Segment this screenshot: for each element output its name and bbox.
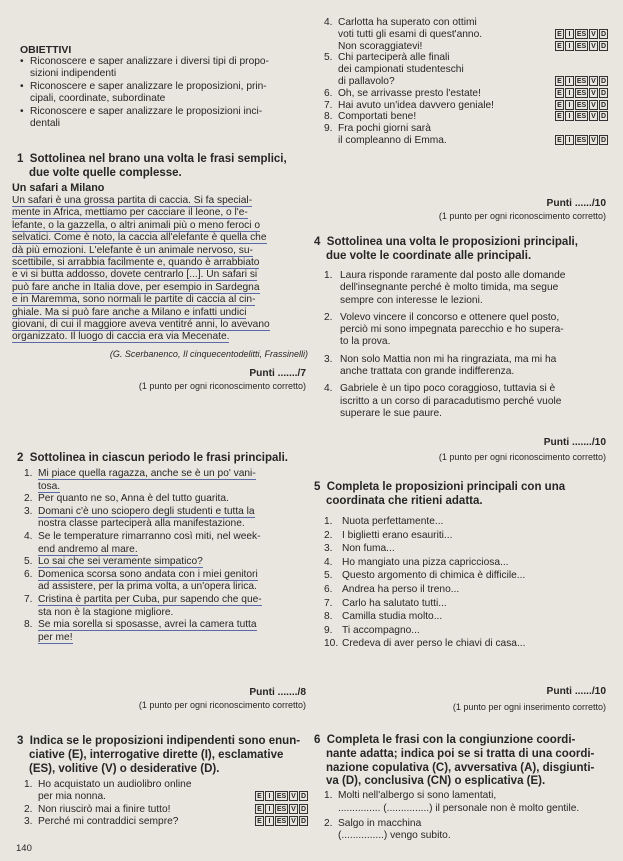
passage-line[interactable]: Un safari è una grossa partita di caccia. Si fa special- xyxy=(12,195,253,206)
objectives-title: OBIETTIVI xyxy=(20,44,72,56)
ex6-title-line1: Completa le frasi con la congiunzione coordi- xyxy=(326,734,576,746)
ex6-title-line2: nante adatta; indica poi se si tratta di una coordi- xyxy=(326,747,595,760)
answer-box-v[interactable]: V xyxy=(289,791,298,801)
answer-boxes[interactable] xyxy=(255,791,308,801)
passage xyxy=(12,195,312,344)
objectives-list xyxy=(20,56,269,131)
ex3-list-part1 xyxy=(24,779,312,829)
list-item[interactable]: 6. Domenica scorsa sono andata con i miei genitori ad assistere, per la prima volta, a un'opera lirica. xyxy=(24,568,258,593)
ex2-points: Punti ......./8 xyxy=(249,687,306,698)
list-item: 4. Carlotta ha superato con ottimi voti tutti gli esami di quest'anno. E I ES V D xyxy=(324,17,607,40)
ex1-number: 1 xyxy=(17,153,24,165)
objective-line: Riconoscere e saper analizzare le proposizioni, prin- xyxy=(30,80,267,92)
ex6-title-line4: va (D), conclusiva (CN) o esplicativa (E). xyxy=(326,775,546,788)
ex2-number: 2 xyxy=(17,452,24,464)
list-item[interactable]: 5. Questo argomento di chimica è difficile... xyxy=(324,570,526,582)
answer-box-i[interactable]: I xyxy=(565,111,574,121)
objective-item: • Riconoscere e saper analizzare le proposizioni, prin- cipali, coordinate, subordinate xyxy=(20,81,269,106)
answer-box-e[interactable]: E xyxy=(555,88,564,98)
list-item[interactable]: 1. Molti nell'albergo si sono lamentati, ............... (...............) il personale non è molto gentile. xyxy=(324,790,580,814)
answer-box-v[interactable]: V xyxy=(289,804,298,814)
ex4-list xyxy=(324,270,614,420)
passage-line[interactable]: e vi si butta addosso, dovete centrarlo [...]. Un safari si xyxy=(12,269,258,281)
answer-boxes[interactable] xyxy=(555,41,608,51)
list-item[interactable]: 2. Volevo vincere il concorso e ottenere quel posto, perciò mi sono impegnata parecchio e ho supera- to la prova. xyxy=(324,311,564,348)
answer-box-i[interactable]: I xyxy=(565,41,574,51)
answer-box-d[interactable]: D xyxy=(300,793,307,800)
list-item: 9. Fra pochi giorni sarà il compleanno di Emma. E I ES V D xyxy=(324,123,607,146)
answer-box-i[interactable]: I xyxy=(265,804,274,814)
answer-box-d[interactable]: D xyxy=(600,89,607,97)
ex5-title-line2: coordinata che ritieni adatta. xyxy=(326,494,483,507)
list-item[interactable]: 4. Se le temperature rimarranno così miti, nel week- end andremo al mare. xyxy=(24,530,261,555)
ex6-title-line3: nazione copulativa (C), avversativa (A), disgiunti- xyxy=(326,761,595,774)
answer-box-e[interactable]: E xyxy=(555,135,564,145)
ex3-title-line3: (ES), volitive (V) o desiderative (D). xyxy=(29,762,220,775)
answer-box-i[interactable]: I xyxy=(565,88,574,98)
list-item: 8. Comportati bene! E I ES V D xyxy=(324,111,607,123)
answer-box-d[interactable]: D xyxy=(300,805,307,813)
answer-box-v[interactable]: V xyxy=(589,111,598,121)
passage-line[interactable]: selvatici. Come è noto, la caccia all'elefante è quella che xyxy=(12,232,267,244)
answer-box-i[interactable]: I xyxy=(565,76,574,86)
answer-box-es[interactable]: ES xyxy=(276,793,287,800)
list-item: 5. Chi parteciperà alle finali dei campionati studenteschi di pallavolo? E I ES V D xyxy=(324,52,607,87)
passage-line[interactable]: scettibile, si arrabbia facilmente e, quando è arrabbiato xyxy=(12,257,260,269)
ex6-list xyxy=(324,790,614,843)
list-item[interactable]: 7. Carlo ha salutato tutti... xyxy=(324,597,447,609)
list-item[interactable]: 1. Laura risponde raramente dal posto alle domande dell'insegnante perché è molto timida, ma segue sempre con interesse le lezioni. xyxy=(324,270,566,306)
answer-box-es[interactable]: ES xyxy=(276,805,287,813)
answer-box-d[interactable]: D xyxy=(600,31,607,38)
list-item[interactable]: 4. Gabriele è un tipo poco coraggioso, tuttavia si è iscritto a un corso di paracadutismo perché vuole superare le sue paure. xyxy=(324,383,562,419)
objective-line: Riconoscere e saper analizzare i diversi tipi di propo- xyxy=(30,56,269,67)
list-item[interactable]: 6. Andrea ha perso il treno... xyxy=(324,583,460,595)
ex5-list xyxy=(324,515,614,651)
ex3-title xyxy=(17,735,317,776)
list-item[interactable]: 8. Se mia sorella si sposasse, avrei la camera tutta per me! xyxy=(24,619,257,643)
answer-box-v[interactable]: V xyxy=(589,29,598,39)
list-item: 6. Oh, se arrivasse presto l'estate! E I ES V D xyxy=(324,87,607,99)
ex4-points: Punti ......./10 xyxy=(543,437,606,448)
objective-item: • Riconoscere e saper analizzare i diversi tipi di propo- sizioni indipendenti xyxy=(20,56,269,80)
ex6-title xyxy=(314,734,614,789)
answer-box-es[interactable]: ES xyxy=(276,818,287,826)
ex5-points: Punti ....../10 xyxy=(546,686,606,697)
answer-box-i[interactable]: I xyxy=(265,816,274,826)
list-item[interactable]: 2. Per quanto ne so, Anna è del tutto guarita. xyxy=(24,493,229,505)
list-item: 1. Ho acquistato un audiolibro online per mia nonna. E I ES V D xyxy=(24,779,307,803)
passage-line[interactable]: può fare anche in Italia dove, per esempio in Sardegna xyxy=(12,281,260,293)
answer-box-es[interactable]: ES xyxy=(576,89,587,97)
answer-box-e[interactable]: E xyxy=(255,804,264,814)
ex2-points-note: (1 punto per ogni riconoscimento corretto) xyxy=(138,700,306,710)
ex6-number: 6 xyxy=(314,734,321,746)
list-item[interactable]: 7. Cristina è partita per Cuba, pur sapendo che que- sta non è la stagione migliore. xyxy=(24,593,262,618)
answer-box-e[interactable]: E xyxy=(255,791,264,801)
answer-box-es[interactable]: ES xyxy=(576,42,587,50)
answer-box-e[interactable]: E xyxy=(255,816,264,826)
ex1-title xyxy=(17,153,287,181)
list-item[interactable]: 2. I biglietti erano esauriti... xyxy=(324,529,453,541)
passage-line[interactable]: ghiale. Ma si può fare anche a Milano e infatti undici xyxy=(12,306,247,318)
answer-box-d[interactable]: D xyxy=(600,113,607,121)
list-item[interactable]: 2. Salgo in macchina (...............) vengo subito. xyxy=(324,817,451,842)
answer-box-d[interactable]: D xyxy=(300,818,307,826)
answer-box-e[interactable]: E xyxy=(555,29,564,39)
passage-title: Un safari a Milano xyxy=(12,182,105,194)
answer-box-v[interactable]: V xyxy=(589,100,598,110)
ex5-title xyxy=(314,481,565,509)
answer-box-i[interactable]: I xyxy=(565,29,574,39)
passage-line[interactable]: lefante, o la gazzella, o altri animali più o meno feroci o xyxy=(12,219,261,231)
list-item[interactable]: 8. Camilla studia molto... xyxy=(324,611,443,623)
answer-box-d[interactable]: D xyxy=(600,42,607,50)
answer-box-v[interactable]: V xyxy=(289,816,298,826)
answer-boxes[interactable] xyxy=(555,135,608,145)
passage-line[interactable]: dà più emozioni. L'elefante è un animale nervoso, su- xyxy=(12,244,253,256)
answer-box-e[interactable]: E xyxy=(555,100,564,110)
answer-boxes[interactable] xyxy=(255,816,308,826)
ex1-title-line2: due volte quelle complesse. xyxy=(29,166,182,179)
answer-box-es[interactable]: ES xyxy=(576,113,587,121)
answer-box-d[interactable]: D xyxy=(600,101,607,109)
answer-box-v[interactable]: V xyxy=(589,41,598,51)
ex3-number: 3 xyxy=(17,735,24,747)
ex4-points-note: (1 punto per ogni riconoscimento corretto) xyxy=(438,452,606,462)
answer-box-i[interactable]: I xyxy=(265,791,274,801)
ex4-number: 4 xyxy=(314,236,321,248)
ex5-points-note: (1 punto per ogni inserimento corretto) xyxy=(452,702,606,712)
answer-box-e[interactable]: E xyxy=(555,41,564,51)
list-item[interactable]: 10. Credeva di aver perso le chiavi di casa... xyxy=(324,638,526,650)
ex3-title-line2: ciative (E), interrogative dirette (I), esclamative xyxy=(29,748,284,761)
list-item: 7. Hai avuto un'idea davvero geniale! E I ES V D xyxy=(324,99,607,111)
passage-line[interactable]: e in Maremma, sono normali le partite di caccia al cin- xyxy=(12,294,256,306)
list-item[interactable]: 3. Domani c'è uno sciopero degli studenti e tutta la nostra classe parteciperà alla manifestazione. xyxy=(24,505,255,530)
ex3-points: Punti ....../10 xyxy=(546,198,606,209)
list-item: 2. Non riuscirò mai a finire tutto! E I ES V D xyxy=(24,803,307,815)
answer-boxes[interactable] xyxy=(255,804,308,814)
answer-box-v[interactable]: V xyxy=(589,135,598,145)
answer-box-d[interactable]: D xyxy=(600,78,607,86)
objective-line: dentali xyxy=(30,118,61,130)
answer-boxes[interactable] xyxy=(555,76,608,86)
objective-line: sizioni indipendenti xyxy=(30,68,117,80)
objective-item: • Riconoscere e saper analizzare le proposizioni inci- dentali xyxy=(20,106,269,131)
answer-box-v[interactable]: V xyxy=(589,88,598,98)
list-item: Non scoraggiatevi! E I ES V D xyxy=(338,40,607,52)
answer-box-es[interactable]: ES xyxy=(576,101,587,109)
passage-line[interactable]: organizzato. Il luogo di caccia era via Mecenate. xyxy=(12,331,230,343)
list-item[interactable]: 3. Non fuma... xyxy=(324,543,395,555)
ex5-number: 5 xyxy=(314,481,321,493)
answer-boxes[interactable] xyxy=(555,88,608,98)
ex1-title-line1: Sottolinea nel brano una volta le frasi semplici, xyxy=(29,153,287,165)
answer-box-e[interactable]: E xyxy=(555,111,564,121)
answer-boxes[interactable] xyxy=(555,111,608,121)
ex1-points-note: (1 punto per ogni riconoscimento corretto) xyxy=(138,381,306,391)
list-item[interactable]: 1. Nuota perfettamente... xyxy=(324,516,444,527)
answer-box-d[interactable]: D xyxy=(600,137,607,145)
ex3-title-line1: Indica se le proposizioni indipendenti sono enun- xyxy=(29,735,301,747)
ex5-title-line1: Completa le proposizioni principali con una xyxy=(326,481,566,493)
passage-line[interactable]: giovani, di cui il maggiore aveva ventitré anni, lo avevano xyxy=(12,319,270,331)
objective-line: Riconoscere e saper analizzare le proposizioni inci- xyxy=(30,105,263,117)
list-item[interactable]: 1. Mi piace quella ragazza, anche se è un po' vani- tosa. xyxy=(24,468,256,492)
answer-box-es[interactable]: ES xyxy=(576,137,587,145)
list-item: 3. Perché mi contraddici sempre? E I ES V D xyxy=(24,816,307,828)
list-item[interactable]: 3. Non solo Mattia non mi ha ringraziata, ma mi ha anche trattata con grande indifferenza. xyxy=(324,353,557,378)
passage-source: (G. Scerbanenco, Il cinquecentodelitti, Frassinelli) xyxy=(109,349,308,359)
objective-line: cipali, coordinate, subordinate xyxy=(30,93,166,105)
answer-box-es[interactable]: ES xyxy=(576,78,587,86)
page-number: 140 xyxy=(16,843,32,854)
ex2-title xyxy=(17,452,288,466)
ex2-title-text: Sottolinea in ciascun periodo le frasi principali. xyxy=(29,452,288,464)
ex1-points: Punti ......./7 xyxy=(249,368,306,379)
ex3-list-part2 xyxy=(324,17,614,147)
list-item[interactable]: 9. Ti accompagno... xyxy=(324,624,420,636)
answer-box-i[interactable]: I xyxy=(565,100,574,110)
list-item[interactable]: 4. Ho mangiato una pizza capricciosa... xyxy=(324,556,509,568)
ex4-title xyxy=(314,236,578,264)
ex3-points-note: (1 punto per ogni riconoscimento corretto) xyxy=(438,211,606,221)
answer-box-e[interactable]: E xyxy=(555,76,564,86)
list-item[interactable]: 5. Lo sai che sei veramente simpatico? xyxy=(24,556,203,568)
passage-line[interactable]: mente in Africa, mettiamo per cacciare il leone, o l'e- xyxy=(12,207,248,219)
answer-box-i[interactable]: I xyxy=(565,135,574,145)
ex4-title-line2: due volte le coordinate alle principali. xyxy=(326,249,532,262)
ex2-list xyxy=(24,468,314,644)
answer-box-es[interactable]: ES xyxy=(576,31,587,38)
answer-boxes[interactable] xyxy=(555,29,608,39)
ex4-title-line1: Sottolinea una volta le proposizioni principali, xyxy=(326,236,578,248)
answer-box-v[interactable]: V xyxy=(589,76,598,86)
answer-boxes[interactable] xyxy=(555,100,608,110)
